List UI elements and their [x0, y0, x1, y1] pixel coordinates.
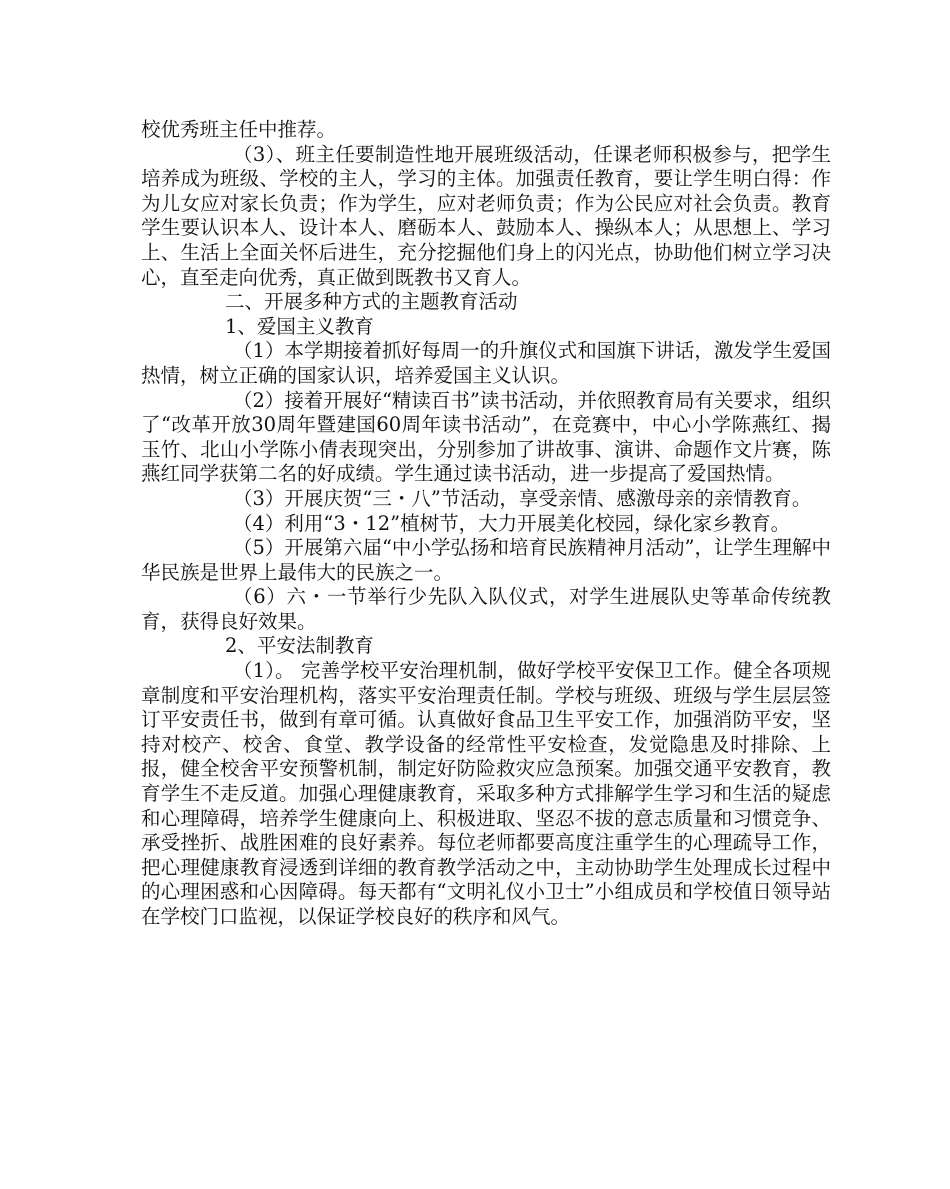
paragraph-safety-management: （1）。 完善学校平安治理机制，做好学校平安保卫工作。健全各项规章制度和平安治理机构，落实平安治理责任制。学校与班级、班级与学生层层签订平安责任书，做到有章可循。认真做好食品卫生平安工作，加强消防平安，坚持对校产、校舍、食堂、教学设备的经常性平安检查，发觉隐患及时排除、上报，健全校舍平安预警机制，制定好防险救灾应急预案。加强交通平安教育，教育学生不走反道。加强心理健康教育，采取多种方式排解学生学习和生活的疑虑和心理障碍，培养学生健康向上、积极进取、坚忍不拔的意志质量和习惯竞争、承受挫折、战胜困难的良好素养。每位老师都要高度注重学生的心理疏导工作，把心理健康教育浸透到详细的教育教学活动之中，主动协助学生处理成长过程中的心理困惑和心因障碍。每天都有“文明礼仪小卫士”小组成员和学校值日领导站在学校门口监视，以保证学校良好的秩序和风气。: [141, 659, 831, 928]
paragraph-reading-activity: （2）接着开展好“精读百书”读书活动，并依照教育局有关要求，组织了“改革开放30周年暨建国60周年读书活动”，在竞赛中，中心小学陈燕红、揭玉竹、北山小学陈小倩表现突出，分别参加了讲故事、演讲、命题作文片赛，陈燕红同学获第二名的好成绩。学生通过读书活动，进一步提高了爱国热情。: [141, 388, 831, 486]
paragraph-national-spirit: （5）开展第六届“中小学弘扬和培育民族精神月活动”，让学生理解中华民族是世界上最伟大的民族之一。: [141, 536, 831, 584]
paragraph-womens-day: （3）开展庆贺“三・八”节活动，享受亲情、感激母亲的亲情教育。: [233, 486, 812, 510]
paragraph-pioneers: （6）六・一节举行少先队入队仪式，对学生进展队史等革命传统教育，获得良好效果。: [141, 585, 831, 633]
section-heading-theme-education: 二、开展多种方式的主题教育活动: [225, 290, 518, 314]
paragraph-arbor-day: （4）利用“3・12”植树节，大力开展美化校园，绿化家乡教育。: [233, 511, 791, 535]
paragraph-class-activities: （3）、班主任要制造性地开展班级活动，任课老师积极参与，把学生培养成为班级、学校的主人，学习的主体。加强责任教育，要让学生明白得：作为儿女应对家长负责；作为学生，应对老师负责；作为公民应对社会负责。教育学生要认识本人、设计本人、磨砺本人、鼓励本人、操纵本人；从思想上、学习上、生活上全面关怀后进生，充分挖掘他们身上的闪光点，协助他们树立学习决心，直至走向优秀，真正做到既教书又育人。: [141, 142, 831, 289]
document-body: [141, 118, 831, 930]
paragraph-continuation: 校优秀班主任中推荐。: [141, 118, 337, 141]
paragraph-flag-ceremony: （1）本学期接着抓好每周一的升旗仪式和国旗下讲话，激发学生爱国热情，树立正确的国家认识，培养爱国主义认识。: [141, 339, 831, 387]
subheading-safety-legal: 2、平安法制教育: [225, 634, 374, 658]
subheading-patriotism: 1、爱国主义教育: [225, 314, 374, 338]
